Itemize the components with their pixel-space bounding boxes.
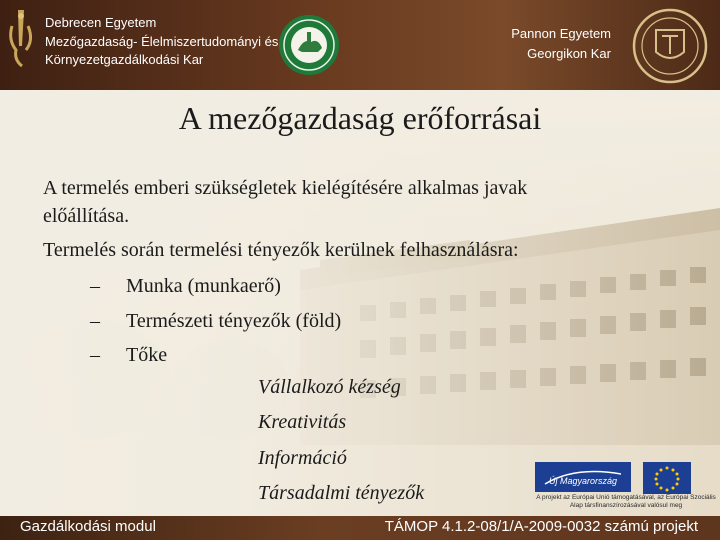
slide-title: A mezőgazdaság erőforrásai — [178, 100, 542, 136]
list-item-label: Tőke — [126, 344, 168, 366]
paragraph-2: Termelés során termelési tényezők kerülnek felhasználásra: — [43, 239, 519, 261]
uj-magyarorszag-text: Új Magyarország — [548, 476, 618, 486]
paragraph-1-line-1: A termelés emberi szükségletek kielégítésére alkalmas javak — [43, 177, 528, 199]
italic-item: Információ — [258, 447, 347, 469]
slide-background — [0, 90, 720, 516]
university-logo-icon — [4, 6, 38, 70]
eu-funding-note: A projekt az Európai Unió támogatásával, az Európai Szociális Alap társfinanszírozásával valósul meg — [536, 494, 716, 509]
list-item-label: Természeti tényezők (föld) — [126, 310, 342, 332]
header-left-line-2: Mezőgazdaság- Élelmiszertudományi és — [45, 33, 279, 49]
faculty-name-right — [486, 24, 611, 64]
georgikon-seal-icon — [632, 8, 708, 84]
italic-item: Vállalkozó kézség — [258, 376, 401, 398]
paragraph-1-line-2: előállítása. — [43, 205, 130, 227]
list-item-label: Munka (munkaerő) — [126, 275, 281, 297]
bullet-dash: – — [90, 275, 100, 297]
footer-bar — [0, 516, 720, 540]
list-item — [90, 310, 341, 333]
italic-item: Kreativitás — [258, 411, 347, 433]
bullet-dash: – — [90, 344, 100, 366]
header-right-line-1: Pannon Egyetem — [511, 26, 611, 41]
header-left-line-3: Környezetgazdálkodási Kar — [45, 52, 204, 67]
header-left-line-1: Debrecen Egyetem — [45, 15, 157, 30]
faculty-name-left — [45, 14, 278, 70]
campus-building-image — [0, 90, 720, 516]
footer-module-name: Gazdálkodási modul — [20, 518, 156, 535]
list-item — [90, 344, 167, 367]
faculty-seal-icon — [278, 14, 340, 76]
italic-item: Társadalmi tényezők — [258, 482, 425, 504]
footer-project-id: TÁMOP 4.1.2-08/1/A-2009-0032 számú projekt — [384, 518, 698, 535]
header-right-line-2: Georgikon Kar — [527, 46, 611, 61]
header-bar — [0, 0, 720, 90]
list-item — [90, 275, 281, 298]
bullet-dash: – — [90, 310, 100, 332]
